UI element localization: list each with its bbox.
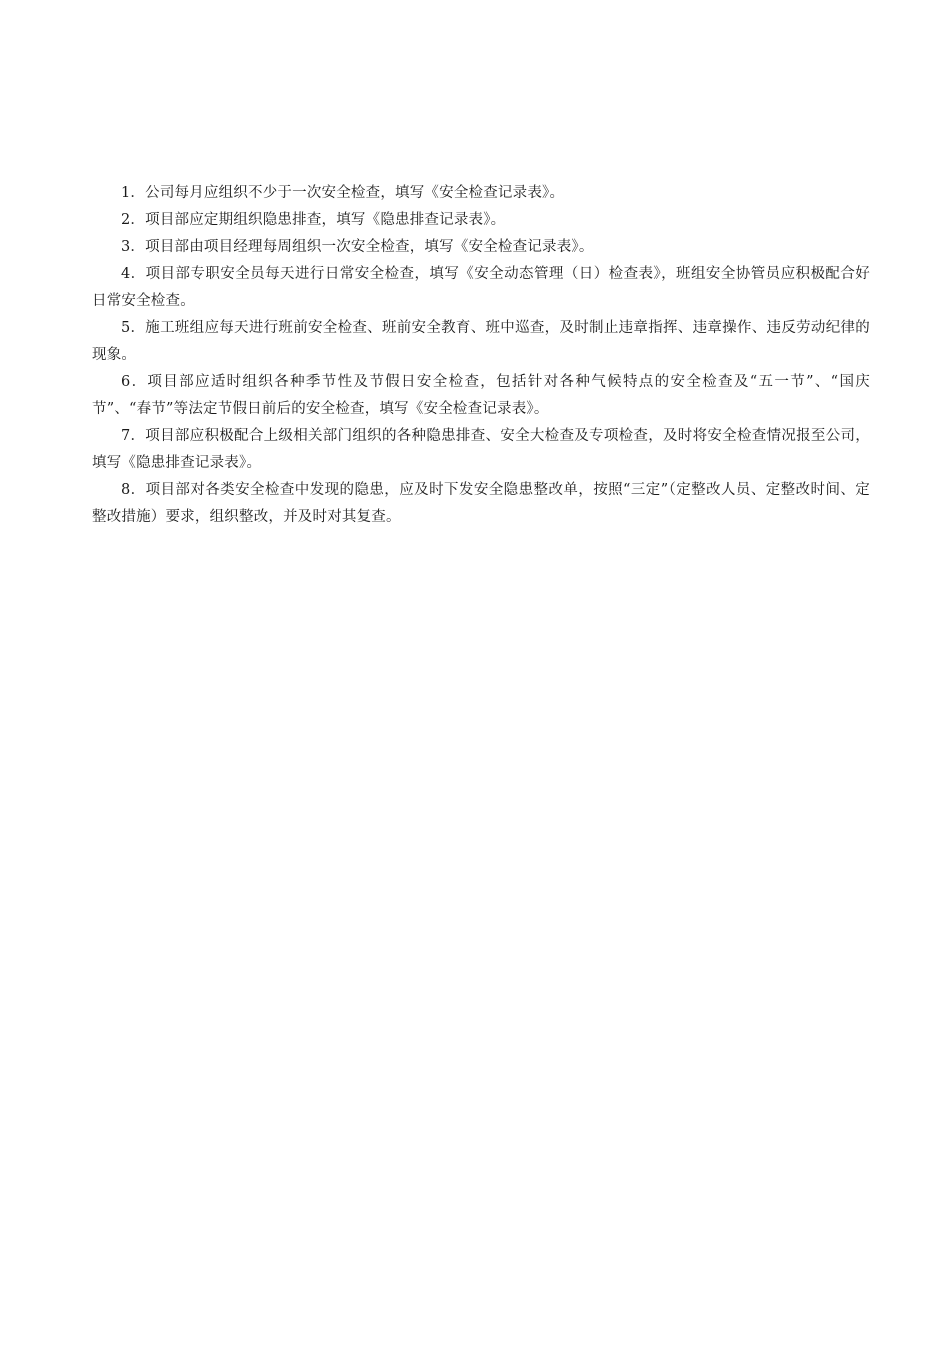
paragraph-4: 4．项目部专职安全员每天进行日常安全检查，填写《安全动态管理（日）检查表》，班组安全协管员应积极配合好日常安全检查。 xyxy=(92,266,870,309)
paragraph-8: 8．项目部对各类安全检查中发现的隐患，应及时下发安全隐患整改单，按照“三定”（定整改人员、定整改时间、定整改措施）要求，组织整改，并及时对其复查。 xyxy=(92,482,870,525)
paragraph-2: 2．项目部应定期组织隐患排查，填写《隐患排查记录表》。 xyxy=(121,212,506,228)
paragraph-5: 5．施工班组应每天进行班前安全检查、班前安全教育、班中巡查，及时制止违章指挥、违章操作、违反劳动纪律的现象。 xyxy=(92,320,870,363)
document-body xyxy=(92,180,870,531)
paragraph-6: 6．项目部应适时组织各种季节性及节假日安全检查，包括针对各种气候特点的安全检查及“五一节”、“国庆节”、“春节”等法定节假日前后的安全检查，填写《安全检查记录表》。 xyxy=(92,374,870,417)
paragraph-1: 1．公司每月应组织不少于一次安全检查，填写《安全检查记录表》。 xyxy=(121,185,565,201)
paragraph-7: 7．项目部应积极配合上级相关部门组织的各种隐患排查、安全大检查及专项检查，及时将安全检查情况报至公司，填写《隐患排查记录表》。 xyxy=(92,428,870,471)
paragraph-3: 3．项目部由项目经理每周组织一次安全检查，填写《安全检查记录表》。 xyxy=(121,239,594,255)
